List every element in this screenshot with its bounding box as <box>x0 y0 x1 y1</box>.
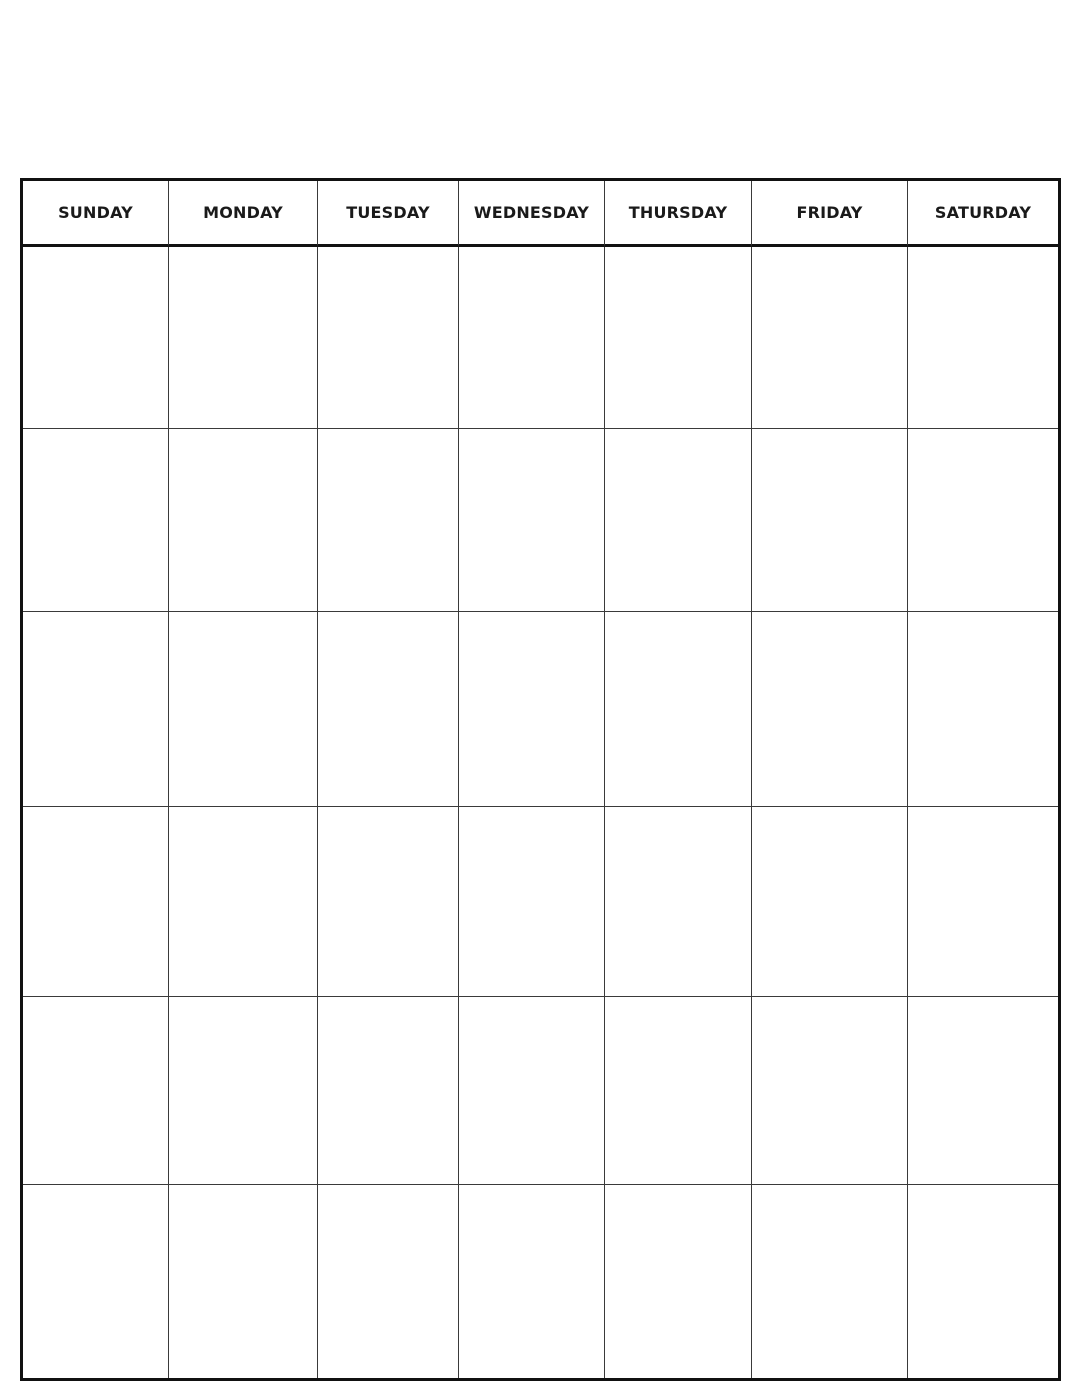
day-cell[interactable] <box>908 997 1058 1185</box>
day-cell[interactable] <box>23 807 169 997</box>
day-cell[interactable] <box>605 997 752 1185</box>
day-cell[interactable] <box>169 1185 318 1378</box>
day-cell[interactable] <box>908 612 1058 807</box>
day-cell[interactable] <box>752 1185 908 1378</box>
weekday-header-sunday: SUNDAY <box>23 181 169 247</box>
weekday-header-tuesday: TUESDAY <box>318 181 459 247</box>
day-cell[interactable] <box>605 1185 752 1378</box>
day-cell[interactable] <box>605 807 752 997</box>
day-cell[interactable] <box>605 429 752 612</box>
day-cell[interactable] <box>752 807 908 997</box>
day-cell[interactable] <box>752 612 908 807</box>
weekday-header-saturday: SATURDAY <box>908 181 1058 247</box>
day-cell[interactable] <box>752 247 908 429</box>
day-cell[interactable] <box>908 247 1058 429</box>
day-cell[interactable] <box>459 807 605 997</box>
day-cell[interactable] <box>23 1185 169 1378</box>
day-cell[interactable] <box>23 247 169 429</box>
day-cell[interactable] <box>908 429 1058 612</box>
day-cell[interactable] <box>605 247 752 429</box>
day-cell[interactable] <box>605 612 752 807</box>
day-cell[interactable] <box>318 997 459 1185</box>
day-cell[interactable] <box>752 997 908 1185</box>
day-cell[interactable] <box>23 429 169 612</box>
weekday-header-monday: MONDAY <box>169 181 318 247</box>
day-cell[interactable] <box>459 247 605 429</box>
day-cell[interactable] <box>23 612 169 807</box>
day-cell[interactable] <box>459 429 605 612</box>
day-cell[interactable] <box>169 429 318 612</box>
weekday-header-wednesday: WEDNESDAY <box>459 181 605 247</box>
day-cell[interactable] <box>318 247 459 429</box>
day-cell[interactable] <box>908 1185 1058 1378</box>
day-cell[interactable] <box>908 807 1058 997</box>
day-cell[interactable] <box>169 807 318 997</box>
day-cell[interactable] <box>318 1185 459 1378</box>
day-cell[interactable] <box>169 247 318 429</box>
weekday-header-friday: FRIDAY <box>752 181 908 247</box>
day-cell[interactable] <box>318 807 459 997</box>
day-cell[interactable] <box>169 997 318 1185</box>
day-cell[interactable] <box>459 612 605 807</box>
day-cell[interactable] <box>752 429 908 612</box>
day-cell[interactable] <box>318 612 459 807</box>
day-cell[interactable] <box>459 1185 605 1378</box>
day-cell[interactable] <box>23 997 169 1185</box>
weekday-header-thursday: THURSDAY <box>605 181 752 247</box>
day-cell[interactable] <box>318 429 459 612</box>
day-cell[interactable] <box>459 997 605 1185</box>
day-cell[interactable] <box>169 612 318 807</box>
blank-monthly-calendar <box>20 178 1061 1381</box>
